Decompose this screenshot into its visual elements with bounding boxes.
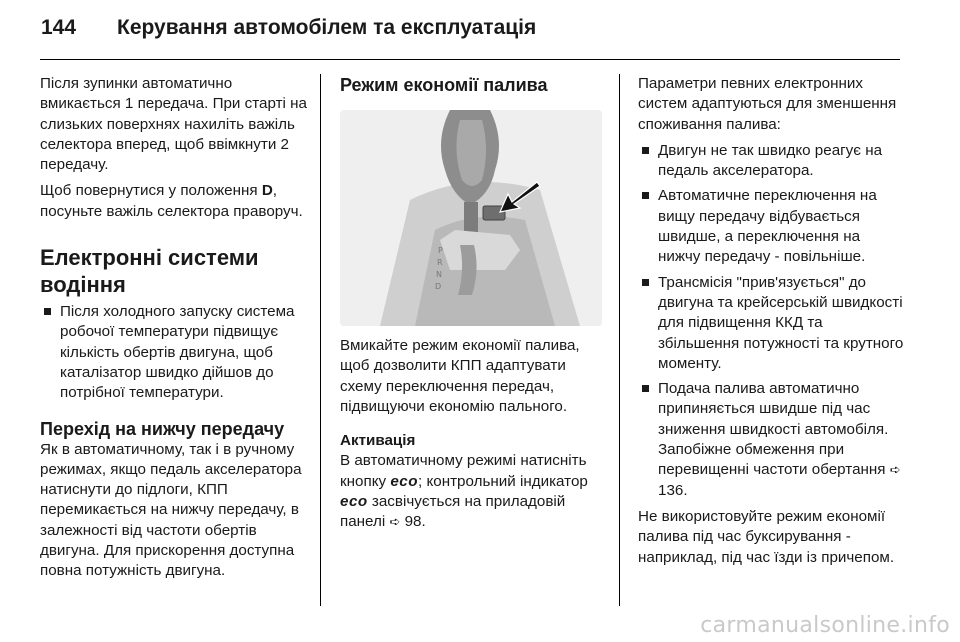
- eco-button-icon: eco: [390, 472, 419, 490]
- gear-selector-figure: [340, 110, 602, 326]
- paragraph-activation: В автоматичному режимі натисніть кнопку eco; контрольний індикатор eco засвічується на приладовій панелі ➪ 98.: [340, 452, 588, 531]
- paragraph-towing-warning: Не використовуйте режим економії палива під час буксирування - наприклад, під час їзди із причепом.: [638, 507, 895, 566]
- column-divider-1: [320, 74, 321, 606]
- column-left: [40, 74, 312, 588]
- column-divider-2: [619, 74, 620, 606]
- column-right: [638, 74, 906, 574]
- page-ref-arrow-icon: ➪: [889, 462, 901, 478]
- svg-text:R: R: [437, 258, 443, 267]
- paragraph-first-gear: Після зупинки автоматично вмикається 1 передача. При старті на слизьких поверхнях нахиліть важіль селектора вперед, щоб ввімкнути 2 передачу.: [40, 75, 307, 174]
- page-reference: 136.: [658, 481, 688, 499]
- eco-indicator-icon: eco: [340, 493, 368, 511]
- heading-electronic-systems: Електронні системи водіння: [40, 245, 259, 298]
- list-item: Двигун не так швидко реагує на педаль акселератора.: [638, 141, 906, 182]
- paragraph-downshift: Як в автоматичному, так і в ручному режимах, якщо педаль акселератора натиснути до підлоги, КПП перемикається на нижчу передачу, в залежності від частоти обертів двигуна. Для прискорення доступна повна потужність двигуна.: [40, 440, 302, 580]
- page-title: Керування автомобілем та експлуатація: [117, 16, 537, 39]
- list-item: Після холодного запуску система робочої температури підвищує кількість обертів двигуна, щоб каталізатор швидко дійшов до потрібної температури.: [40, 302, 312, 403]
- site-watermark: carmanualsonline.info: [700, 613, 950, 638]
- page-reference: 98.: [404, 513, 426, 531]
- heading-eco-mode: Режим економії палива: [340, 75, 548, 95]
- list-eco-effects: [638, 141, 906, 501]
- list-electronic-systems: [40, 302, 312, 403]
- paragraph-eco-params: Параметри певних електронних систем адаптуються для зменшення споживання палива:: [638, 75, 897, 133]
- header-divider: [40, 59, 900, 60]
- page-ref-arrow-icon: ➪: [389, 514, 401, 530]
- heading-downshift: Перехід на нижчу передачу: [40, 418, 285, 439]
- page-header: [0, 0, 960, 58]
- gear-d-label: D: [261, 182, 273, 200]
- list-item: Трансмісія "прив'язується" до двигуна та крейсерській швидкості для підвищення ККД та збільшення потужності та крутного моменту.: [638, 273, 906, 374]
- paragraph-return-d: Щоб повернутися у положення D, посуньте важіль селектора праворуч.: [40, 182, 303, 220]
- gear-selector-illustration: [340, 110, 602, 326]
- list-item: Подача палива автоматично припиняється швидше під час зниження швидкості автомобіля. Запобіжне обмеження при перевищенні частоти обертання ➪ 136.: [638, 379, 906, 501]
- list-item: Автоматичне переключення на вищу передачу відбувається швидше, а переключення на нижчу передачу - повільніше.: [638, 186, 906, 267]
- heading-activation: Активація: [340, 432, 416, 450]
- svg-text:P: P: [438, 246, 443, 255]
- paragraph-eco-intro: Вмикайте режим економії палива, щоб дозволити КПП адаптувати схему переключення передач, підвищуючи економію пального.: [340, 337, 580, 415]
- svg-text:D: D: [435, 282, 442, 291]
- svg-text:N: N: [436, 270, 442, 279]
- page-number: 144: [41, 16, 77, 39]
- column-middle: [340, 74, 608, 539]
